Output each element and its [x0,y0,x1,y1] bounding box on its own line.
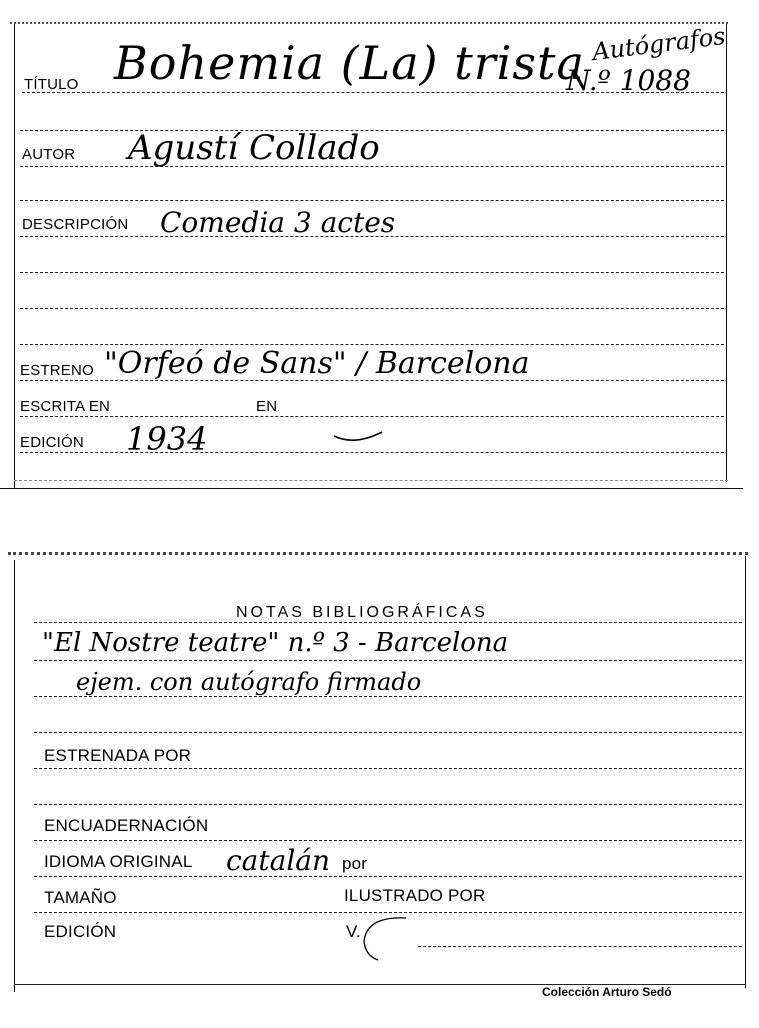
card2-rule [34,768,742,769]
card2-top-edge [8,552,748,555]
edicion-label: EDICIÓN [20,434,84,451]
autor-value: Agustí Collado [128,128,380,168]
catalog-number: N.º 1088 [566,64,691,97]
tamano-label: TAMAÑO [44,888,117,907]
card1-rule [20,308,724,309]
card2-rule [34,622,742,623]
idioma-por-label: por [342,854,368,873]
card1-bottom-edge-inner [14,480,728,481]
card1-rule [20,344,724,345]
card1-top-edge [10,22,728,24]
card2-left-border [14,560,15,992]
titulo-value: Bohemia (La) trista [114,36,585,90]
card1-rule [20,272,724,273]
autor-label: AUTOR [22,146,76,163]
note-line-1: "El Nostre teatre" n.º 3 - Barcelona [42,628,509,658]
corner-note: Autógrafos [590,21,727,67]
collection-credit: Colección Arturo Sedó [542,985,672,999]
card2-right-border [745,556,746,988]
encuadernacion-label: ENCUADERNACIÓN [44,816,209,835]
card2-rule [34,660,742,661]
card1-bottom-edge [0,488,743,489]
card2-rule [34,804,742,805]
card1-right-border [726,24,727,482]
titulo-label: TÍTULO [24,76,79,93]
escrita-en-second-label: EN [256,398,278,415]
card2-rule [34,840,742,841]
pen-stroke-mark [330,426,390,446]
descripcion-value: Comedia 3 actes [160,206,396,239]
ilustrado-por-label: ILUSTRADO POR [344,886,486,905]
descripcion-label: DESCRIPCIÓN [22,216,129,233]
idioma-original-value: catalán [226,844,331,877]
idioma-original-label: IDIOMA ORIGINAL [44,852,193,871]
card2-rule [34,696,742,697]
stamp-arc-mark [356,912,416,962]
v-label: V. [346,922,361,941]
edicion-label-2: EDICIÓN [44,922,117,941]
card1-rule [20,416,724,417]
escrita-en-label: ESCRITA EN [20,398,111,415]
estreno-value: "Orfeó de Sans" / Barcelona [104,346,530,381]
note-line-2: ejem. con autógrafo firmado [76,668,422,696]
estreno-label: ESTRENO [20,362,94,379]
notas-heading: NOTAS BIBLIOGRÁFICAS [236,604,488,621]
card2-rule [418,946,742,947]
card1-rule [20,200,724,201]
estrenada-por-label: ESTRENADA POR [44,746,192,765]
card2-rule [34,876,742,877]
card1-left-border [14,24,15,488]
edicion-value: 1934 [126,420,208,458]
card2-rule [34,732,742,733]
